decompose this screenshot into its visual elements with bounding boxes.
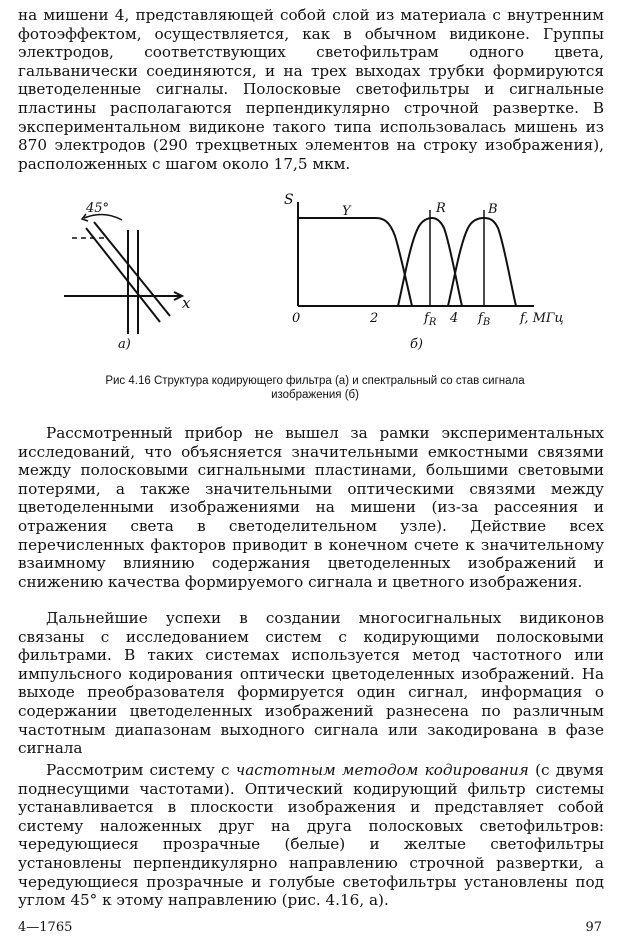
paragraph-2 <box>18 609 604 758</box>
x-tick-fr-sub: R <box>428 317 437 328</box>
paragraph-text <box>18 761 604 910</box>
diagonal-line-2 <box>94 222 170 316</box>
page-number: 97 <box>585 920 602 935</box>
paragraph-1 <box>18 424 604 591</box>
x-axis-label: x <box>182 294 191 312</box>
curve-y <box>298 218 412 306</box>
diagonal-line-1 <box>86 228 160 322</box>
figure-caption: Рис 4.16 Структура кодирующего фильтра (а) и спектральный со став сигнала изображения (б) <box>105 375 525 401</box>
paragraph-3 <box>18 761 604 910</box>
emphasized-term: частотным методом кодирования <box>235 761 529 779</box>
x-tick-0: 0 <box>292 311 301 326</box>
x-tick-fb-sub: B <box>482 317 491 328</box>
panel-b-chart <box>298 202 534 306</box>
s-axis-label: S <box>284 192 294 208</box>
x-axis-unit-label: f, МГц <box>520 311 564 326</box>
x-tick-fb-main: f <box>478 311 483 326</box>
panel-b-sublabel: б) <box>410 337 424 352</box>
paragraph-text: на мишени 4, представляющей собой слой из материала с внутренним фотоэффектом, осуществляется, как в обычном видиконе. Группы электродов, соответствующих светофильтрам одного цвета, гальванически соединяются, и на трех выходах трубки формируются цветоделенные сигналы. Полосковые светофильтры и сигнальные пластины располагаются перпендикулярно строчной развертке. В экспериментальном видиконе такого типа использовалась мишень из 870 электродов (290 трехцветных элементов на строку изображения), расположенных с шагом около 17,5 мкм. <box>18 6 604 173</box>
curve-label-y: Y <box>342 204 351 219</box>
paragraph-top <box>18 6 604 173</box>
panel-a-sublabel: а) <box>118 337 131 352</box>
paragraph-text: Дальнейшие успехи в создании многосигнальных видиконов связаны с исследованием систем с кодирующими полосковыми фильтрами. В таких системах используется метод частотного или импульсного кодирования оптически цветоделенных изображений. На выходе преобразователя формируется один сигнал, информация о содержании цветоделенных изображений разнесена по различным частотным диапазонам выходного сигнала или закодирована в фазе сигнала <box>18 609 604 758</box>
angle-label: 45° <box>86 201 110 216</box>
paragraph-text-end: (с двумя поднесущими частотами). Оптический кодирующий фильтр системы устанавливается в плоскости изображения и представляет собой систему наложенных друг на друга полосковых светофильтров: чередующиеся прозрачные (белые) и желтые светофильтры установлены перпендикулярно направлению строчной развертки, а чередующиеся прозрачные и голубые светофильтры установлены под углом 45° к этому направлению (рис. 4.16, а). <box>18 761 604 910</box>
x-tick-4: 4 <box>450 311 459 326</box>
x-tick-fr-main: f <box>424 311 429 326</box>
printer-signature: 4—1765 <box>18 920 73 935</box>
x-tick-2: 2 <box>370 311 379 326</box>
curve-label-r: R <box>436 201 446 216</box>
curve-label-b: B <box>488 202 498 217</box>
paragraph-text: Рассмотренный прибор не вышел за рамки экспериментальных исследований, что объясняется значительными емкостными связями между полосковыми сигнальными пластинами, большими световыми потерями, а также значительными оптическими связями между цветоделенными изображениями на мишени (из-за рассеяния и отражения света в светоделительном узле). Действие всех перечисленных факторов приводит в конечном счете к значительному взаимному влиянию содержания цветоделенных изображений и снижению качества формируемого сигнала и цветного изображения. <box>18 424 604 591</box>
figure-4-16 <box>0 188 620 408</box>
panel-a-diagram <box>64 214 182 334</box>
x-tick-fr <box>423 311 437 328</box>
paragraph-text-start: Рассмотрим систему с <box>46 761 236 779</box>
x-tick-fb <box>477 311 490 328</box>
